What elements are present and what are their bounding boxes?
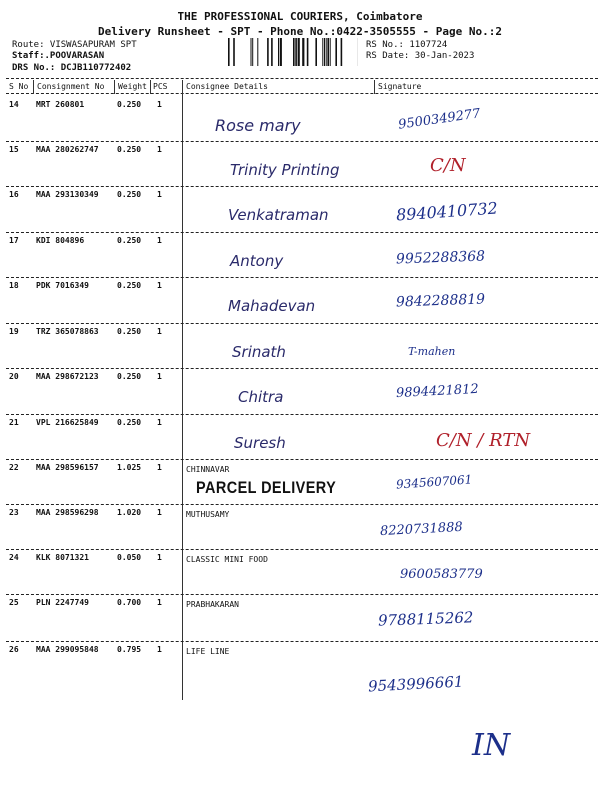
row-signature: 9952288368 [395, 248, 486, 268]
rs-number: RS No.: 1107724 [366, 40, 448, 50]
row-weight: 0.795 [117, 645, 142, 654]
row-consignment-no: MAA 293130349 [36, 190, 99, 199]
parcel-delivery-stamp: PARCEL DELIVERY [196, 478, 337, 497]
row-pcs: 1 [157, 463, 162, 472]
barcode-bar [271, 38, 273, 66]
barcode-bar [252, 38, 253, 66]
barcode-bar [330, 38, 331, 66]
row-consignee-handwritten: Rose mary [215, 116, 301, 135]
barcode-bar [307, 38, 309, 66]
barcode-bar [295, 38, 297, 66]
row-signature: 8220731888 [379, 519, 464, 540]
row-weight: 0.250 [117, 418, 142, 427]
row-sno: 23 [9, 508, 19, 517]
row-consignment-no: VPL 216625849 [36, 418, 99, 427]
row-consignment-no: MAA 299095848 [36, 645, 99, 654]
row-consignment-no: MAA 298596157 [36, 463, 99, 472]
staff: Staff:.POOVARASAN [12, 51, 105, 61]
row-consignee-handwritten: Chitra [238, 388, 284, 406]
col-weight: Weight [118, 82, 147, 91]
row-consignment-no: KDI 804896 [36, 236, 85, 245]
row-pcs: 1 [157, 190, 162, 199]
barcode-bar [327, 38, 329, 66]
row-sno: 20 [9, 372, 19, 381]
row-weight: 0.250 [117, 281, 142, 290]
row-consignee-printed: LIFE LINE [186, 647, 230, 656]
row-signature: 9600583779 [400, 567, 483, 582]
row-separator [6, 277, 598, 278]
row-weight: 1.020 [117, 508, 142, 517]
row-separator [6, 186, 598, 187]
barcode-bar [322, 38, 323, 66]
barcode-bar [228, 38, 230, 66]
header-bottom-rule [6, 93, 598, 94]
row-sno: 17 [9, 236, 19, 245]
row-pcs: 1 [157, 327, 162, 336]
row-separator [6, 141, 598, 142]
col-rule [374, 80, 375, 94]
row-consignee-handwritten: Mahadevan [228, 297, 316, 315]
row-weight: 0.700 [117, 598, 142, 607]
row-sno: 15 [9, 145, 19, 154]
row-signature: C/N [430, 155, 466, 176]
row-separator [6, 414, 598, 415]
row-signature: 9500349277 [397, 106, 482, 133]
row-signature: 9788115262 [377, 608, 474, 630]
footer-handwritten-mark: IN [472, 728, 511, 763]
barcode-bar [233, 38, 235, 66]
row-consignee-printed: PRABHAKARAN [186, 600, 239, 609]
row-consignment-no: MAA 298672123 [36, 372, 99, 381]
barcode-bar [278, 38, 279, 66]
row-consignee-printed: MUTHUSAMY [186, 510, 230, 519]
barcode-bar [302, 38, 304, 66]
row-pcs: 1 [157, 372, 162, 381]
row-consignee-printed: CHINNAVAR [186, 465, 230, 474]
col-signature: Signature [378, 82, 422, 91]
row-weight: 0.250 [117, 100, 142, 109]
row-sno: 14 [9, 100, 19, 109]
row-consignment-no: PLN 2247749 [36, 598, 89, 607]
row-signature: C/N / RTN [436, 430, 531, 451]
row-weight: 1.025 [117, 463, 142, 472]
row-consignee-printed: CLASSIC MINI FOOD [186, 555, 268, 564]
row-separator [6, 549, 598, 550]
col-rule [114, 80, 115, 94]
barcode-bar [298, 38, 300, 66]
row-sno: 22 [9, 463, 19, 472]
row-pcs: 1 [157, 598, 162, 607]
company-title: THE PROFESSIONAL COURIERS, Coimbatore [177, 10, 423, 23]
barcode-bar [257, 38, 258, 66]
row-signature: 9345607061 [395, 472, 473, 492]
row-separator [6, 323, 598, 324]
row-pcs: 1 [157, 553, 162, 562]
row-sno: 25 [9, 598, 19, 607]
row-pcs: 1 [157, 100, 162, 109]
row-signature: 8940410732 [395, 198, 499, 225]
row-signature: 9543996661 [367, 672, 464, 696]
row-signature: 9842288819 [395, 291, 486, 311]
row-consignment-no: KLK 8071321 [36, 553, 89, 562]
row-pcs: 1 [157, 281, 162, 290]
row-consignee-handwritten: Venkatraman [228, 206, 329, 224]
row-signature: T-mahen [408, 345, 456, 358]
row-sno: 18 [9, 281, 19, 290]
row-consignee-handwritten: Srinath [232, 343, 286, 361]
col-rule [150, 80, 151, 94]
row-sno: 24 [9, 553, 19, 562]
row-pcs: 1 [157, 645, 162, 654]
row-sno: 16 [9, 190, 19, 199]
row-weight: 0.250 [117, 372, 142, 381]
row-consignment-no: MRT 260801 [36, 100, 85, 109]
row-weight: 0.250 [117, 236, 142, 245]
rs-date: RS Date: 30-Jan-2023 [366, 51, 475, 61]
row-sno: 21 [9, 418, 19, 427]
row-weight: 0.250 [117, 327, 142, 336]
barcode-bar [280, 38, 282, 66]
row-consignee-handwritten: Suresh [234, 434, 286, 452]
row-consignment-no: MAA 280262747 [36, 145, 99, 154]
barcode-bar [315, 38, 317, 66]
barcode-bar [324, 38, 325, 66]
barcode-bar [326, 38, 327, 66]
barcode-bar [293, 38, 295, 66]
row-separator [6, 459, 598, 460]
drs-number: DRS No.: DCJB110772402 [12, 63, 132, 73]
row-pcs: 1 [157, 145, 162, 154]
row-signature: 9894421812 [395, 381, 480, 402]
row-weight: 0.250 [117, 190, 142, 199]
row-weight: 0.050 [117, 553, 142, 562]
row-separator [6, 368, 598, 369]
row-separator [6, 594, 598, 595]
col-sno: S No [9, 82, 29, 91]
col-rule [33, 80, 34, 94]
barcode-bar [335, 38, 337, 66]
row-pcs: 1 [157, 508, 162, 517]
row-separator [6, 232, 598, 233]
barcode-bar [267, 38, 269, 66]
barcode-bar [251, 38, 252, 66]
route: Route: VISWASAPURAM SPT [12, 40, 137, 50]
row-consignee-handwritten: Trinity Printing [230, 161, 340, 179]
row-consignment-no: TRZ 365078863 [36, 327, 99, 336]
row-consignment-no: MAA 298596298 [36, 508, 99, 517]
row-consignee-handwritten: Antony [230, 252, 284, 270]
row-separator [6, 504, 598, 505]
runsheet-subtitle: Delivery Runsheet - SPT - Phone No.:0422-3505555 - Page No.:2 [98, 25, 502, 38]
col-consignment: Consignment No [37, 82, 105, 91]
barcode [228, 38, 358, 66]
row-sno: 26 [9, 645, 19, 654]
row-pcs: 1 [157, 418, 162, 427]
row-weight: 0.250 [117, 145, 142, 154]
row-pcs: 1 [157, 236, 162, 245]
table-top-rule [6, 78, 598, 79]
barcode-bar [341, 38, 343, 66]
col-pcs: PCS [153, 82, 168, 91]
row-separator [6, 641, 598, 642]
row-sno: 19 [9, 327, 19, 336]
col-rule [182, 80, 183, 700]
col-consignee: Consignee Details [186, 82, 268, 91]
row-consignment-no: PDK 7016349 [36, 281, 89, 290]
